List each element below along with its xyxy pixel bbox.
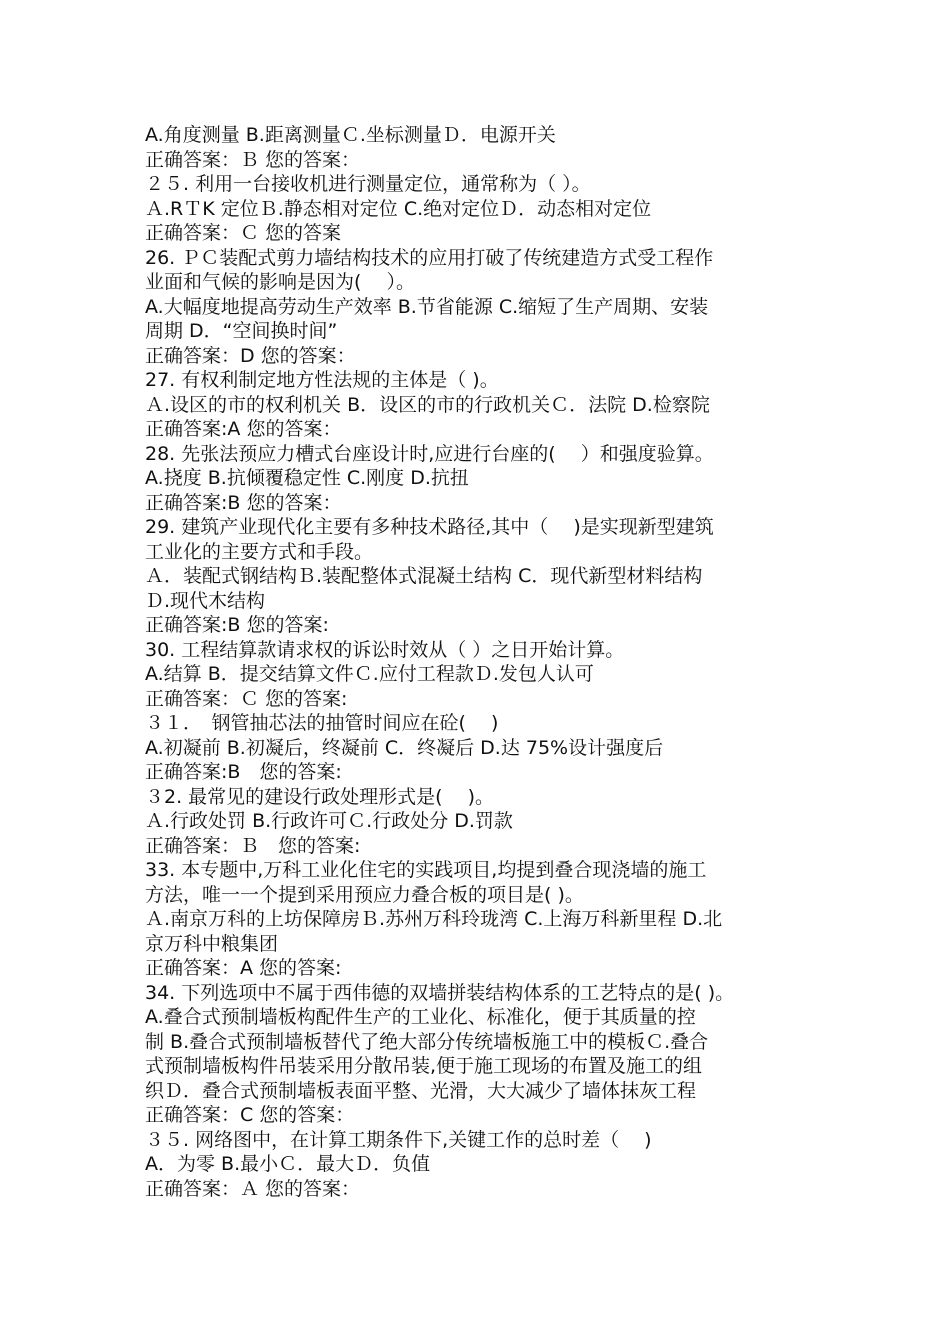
text-line: 正确答案：Ａ 您的答案： bbox=[145, 1177, 361, 1200]
text-line: A.结算 B．提交结算文件Ｃ.应付工程款Ｄ.发包人认可 bbox=[145, 663, 594, 685]
text-line: 34. 下列选项中不属于西伟德的双墙拼装结构体系的工艺特点的是( )。 bbox=[145, 981, 735, 1004]
text-line: 正确答案:B 您的答案: bbox=[145, 614, 329, 636]
text-line: A.挠度 B.抗倾覆稳定性 C.刚度 D.抗扭 bbox=[145, 467, 469, 489]
text-line: A.初凝前 B.初凝后，终凝前 C．终凝后 D.达 75%设计强度后 bbox=[145, 736, 664, 759]
text-line: 周期 D．“空间换时间” bbox=[145, 320, 338, 342]
text-line: 正确答案：Ｂ 您的答案: bbox=[145, 834, 361, 857]
text-line: A.叠合式预制墙板构配件生产的工业化、标准化，便于其质量的控 bbox=[145, 1006, 696, 1028]
text-line: 29. 建筑产业现代化主要有多种技术路径,其中（ )是实现新型建筑 bbox=[145, 516, 714, 538]
text-line: 织Ｄ．叠合式预制墙板表面平整、光滑，大大减少了墙体抹灰工程 bbox=[145, 1079, 697, 1102]
text-line: A.大幅度地提高劳动生产效率 B.节省能源 C.缩短了生产周期、安装 bbox=[145, 295, 709, 318]
text-line: ３2. 最常见的建设行政处理形式是( )。 bbox=[145, 785, 495, 808]
text-line: 正确答案:B 您的答案: bbox=[145, 761, 342, 783]
text-line: 正确答案：C 您的答案： bbox=[145, 1104, 355, 1126]
text-line: Ａ.行政处罚 B.行政许可Ｃ.行政处分 D.罚款 bbox=[145, 810, 513, 832]
text-line: 正确答案：Ｂ 您的答案： bbox=[145, 148, 361, 171]
text-line: 正确答案:A 您的答案： bbox=[145, 418, 342, 440]
text-line: A．为零 B.最小Ｃ．最大Ｄ．负值 bbox=[145, 1153, 431, 1175]
text-line: Ａ.设区的市的权利机关 B．设区的市的行政机关Ｃ．法院 D.检察院 bbox=[145, 393, 710, 416]
text-line: 方法，唯一一个提到采用预应力叠合板的项目是( )。 bbox=[145, 883, 584, 906]
document-body bbox=[145, 123, 810, 1201]
text-line: Ａ.RＴK 定位Ｂ.静态相对定位 C.绝对定位Ｄ．动态相对定位 bbox=[145, 197, 652, 220]
text-line: A.角度测量 B.距离测量Ｃ.坐标测量Ｄ．电源开关 bbox=[145, 124, 556, 146]
text-line: Ａ．装配式钢结构Ｂ.装配整体式混凝土结构 C．现代新型材料结构 bbox=[145, 565, 703, 587]
text-line: 正确答案：A 您的答案: bbox=[145, 957, 342, 979]
text-line: ２５. 利用一台接收机进行测量定位，通常称为（ ）。 bbox=[145, 173, 591, 195]
text-line: 业面和气候的影响是因为( ）。 bbox=[145, 271, 415, 293]
text-line: 工业化的主要方式和手段。 bbox=[145, 540, 374, 563]
text-line: 正确答案：D 您的答案： bbox=[145, 344, 356, 367]
text-line: 正确答案:B 您的答案： bbox=[145, 491, 342, 514]
text-line: ３１． 钢管抽芯法的抽管时间应在砼( ) bbox=[145, 712, 499, 734]
text-line: 正确答案：Ｃ 您的答案: bbox=[145, 687, 348, 710]
text-line: 26. ＰＣ装配式剪力墙结构技术的应用打破了传统建造方式受工程作 bbox=[145, 246, 714, 269]
text-line: 33. 本专题中,万科工业化住宅的实践项目,均提到叠合现浇墙的施工 bbox=[145, 859, 707, 881]
text-line: 30. 工程结算款请求权的诉讼时效从（ ）之日开始计算。 bbox=[145, 638, 625, 661]
text-line: 28. 先张法预应力槽式台座设计时,应进行台座的( ）和强度验算。 bbox=[145, 442, 714, 465]
text-line: 式预制墙板构件吊装采用分散吊装,便于施工现场的布置及施工的组 bbox=[145, 1055, 703, 1077]
text-line: 27. 有权利制定地方性法规的主体是（ )。 bbox=[145, 369, 499, 391]
text-line: Ｄ.现代木结构 bbox=[145, 589, 266, 612]
text-line: Ａ.南京万科的上坊保障房Ｂ.苏州万科玲珑湾 C.上海万科新里程 D.北 bbox=[145, 908, 723, 930]
text-line: 京万科中粮集团 bbox=[145, 932, 279, 955]
text-line: 制 B.叠合式预制墙板替代了绝大部分传统墙板施工中的模板Ｃ.叠合 bbox=[145, 1030, 709, 1053]
text-line: ３５. 网络图中，在计算工期条件下,关键工作的总时差（ ) bbox=[145, 1128, 652, 1151]
text-line: 正确答案：Ｃ 您的答案 bbox=[145, 222, 342, 244]
